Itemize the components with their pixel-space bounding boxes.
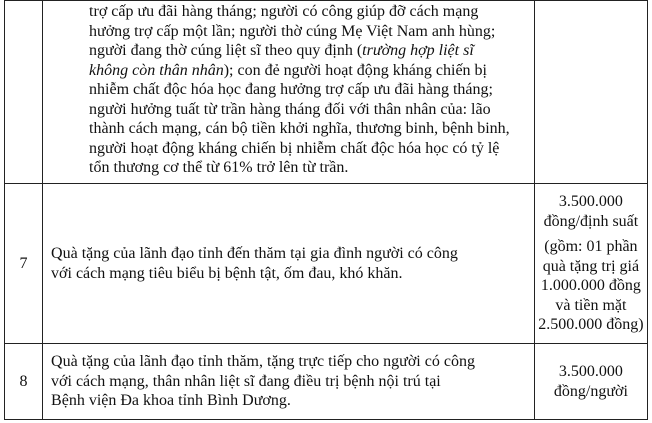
row-number-cell bbox=[5, 344, 43, 420]
table-row bbox=[5, 1, 648, 184]
value-line: 3.500.000 bbox=[558, 193, 623, 211]
value-cell bbox=[534, 1, 647, 184]
benefits-table bbox=[4, 0, 648, 420]
content-line: với cách mạng tiêu biểu bị bệnh tật, ốm đau, khó khăn. bbox=[51, 264, 403, 282]
content-text: ); con đẻ người hoạt động kháng chiến bị bbox=[223, 61, 487, 79]
content-line: người hoạt động kháng chiến bị nhiễm chất độc hóa học có tỷ lệ bbox=[89, 139, 500, 157]
value-line: đồng/định suất bbox=[543, 212, 639, 230]
value-line: và tiền mặt bbox=[555, 296, 627, 314]
content-line: với cách mạng, thân nhân liệt sĩ đang điều trị bệnh nội trú tại bbox=[51, 372, 441, 390]
table-row bbox=[5, 184, 648, 344]
content-text: người đang thờ cúng liệt sĩ theo quy định ( bbox=[89, 42, 363, 59]
content-line: nhiễm chất độc hóa học đang hưởng trợ cấp ưu đãi hàng tháng; bbox=[89, 81, 493, 98]
value-line: 3.500.000 bbox=[558, 363, 623, 380]
content-line: tổn thương cơ thể từ 61% trở lên từ trần. bbox=[89, 159, 349, 176]
content-line: Bệnh viện Đa khoa tỉnh Bình Dương. bbox=[51, 392, 291, 410]
row-number-cell bbox=[5, 184, 43, 344]
content-line: người hưởng tuất từ trần hàng tháng đối với thân nhân của: lão bbox=[89, 100, 491, 118]
row-number: 8 bbox=[19, 372, 28, 390]
content-line-mixed bbox=[89, 41, 528, 61]
value-cell bbox=[534, 184, 647, 344]
content-line: Quà tặng của lãnh đạo tỉnh đến thăm tại gia đình người có công bbox=[51, 245, 458, 262]
value-line: đồng/người bbox=[553, 382, 628, 400]
value-line: 1.000.000 đồng bbox=[540, 277, 641, 295]
table-row bbox=[5, 344, 648, 420]
content-italic-text: trường hợp liệt sĩ bbox=[362, 42, 474, 59]
row-number: 7 bbox=[19, 254, 28, 272]
content-line: trợ cấp ưu đãi hàng tháng; người có công giúp đỡ cách mạng bbox=[89, 3, 479, 20]
content-cell bbox=[43, 1, 535, 184]
content-cell bbox=[43, 344, 535, 420]
content-line-mixed bbox=[89, 61, 528, 81]
row-number-cell bbox=[5, 1, 43, 184]
content-cell bbox=[43, 184, 535, 344]
content-italic-text: không còn thân nhân bbox=[89, 61, 224, 79]
value-line: 2.500.000 đồng) bbox=[538, 316, 644, 334]
value-line: quà tặng trị giá bbox=[542, 257, 640, 275]
value-line: (gồm: 01 phần bbox=[544, 238, 638, 256]
content-line: Quà tặng của lãnh đạo tỉnh thăm, tặng trực tiếp cho người có công bbox=[51, 353, 475, 371]
content-line: thành cách mạng, cán bộ tiền khởi nghĩa, thương binh, bệnh binh, bbox=[89, 120, 510, 137]
value-cell bbox=[534, 344, 647, 420]
content-line: hưởng trợ cấp một lần; người thờ cúng Mẹ Việt Nam anh hùng; bbox=[89, 22, 496, 40]
